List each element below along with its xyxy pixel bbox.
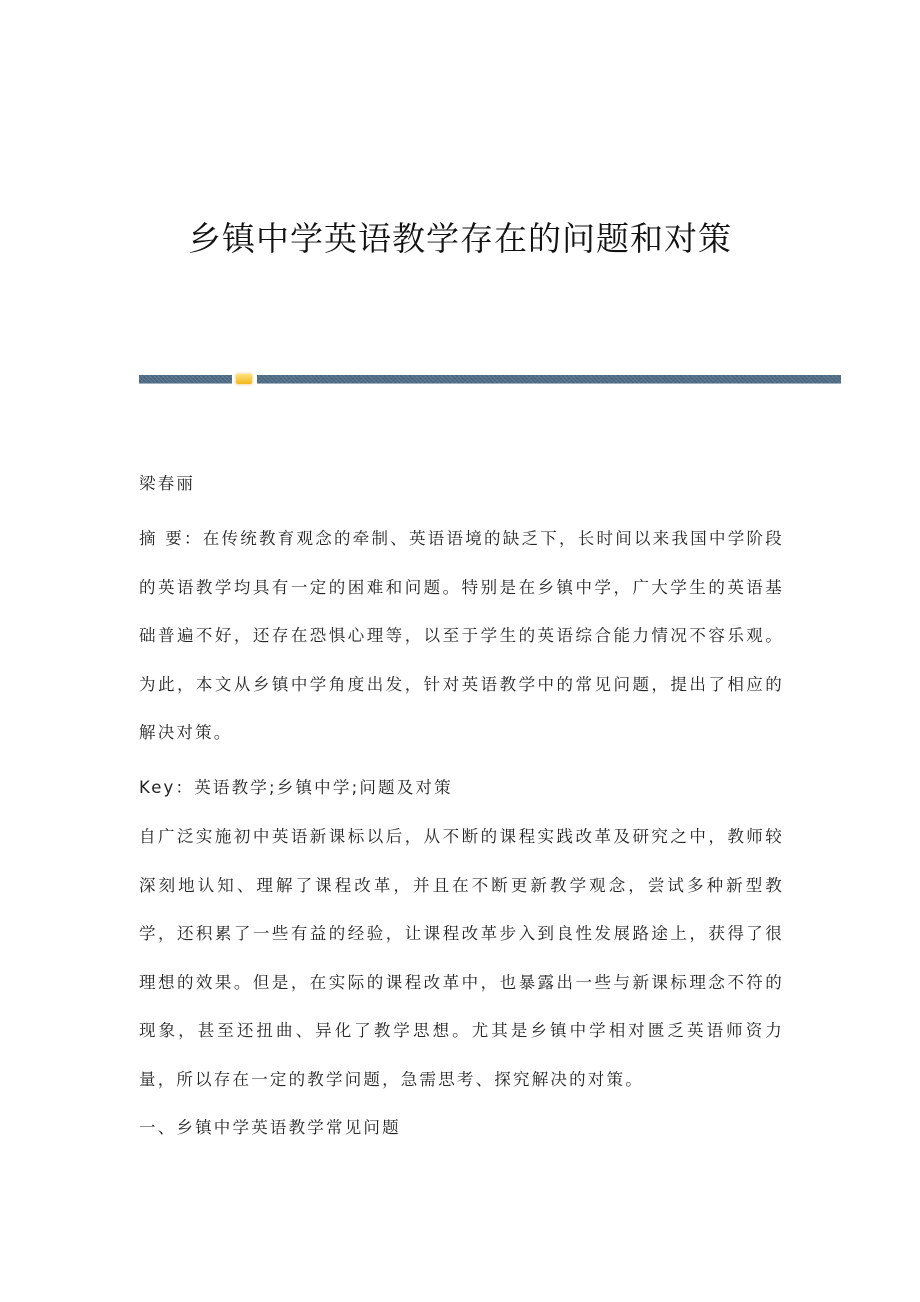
title-divider	[139, 375, 841, 384]
intro-paragraph: 自广泛实施初中英语新课标以后，从不断的课程实践改革及研究之中，教师较深刻地认知、理解了课程改革，并且在不断更新教学观念，尝试多种新型教学，还积累了一些有益的经验，让课程改革步入到良性发展路途上，获得了很理想的效果。但是，在实际的课程改革中，也暴露出一些与新课标理念不符的现象，甚至还扭曲、异化了教学思想。尤其是乡镇中学相对匮乏英语师资力量，所以存在一定的教学问题，急需思考、探究解决的对策。	[139, 827, 784, 1089]
author-name: 梁春丽	[139, 474, 196, 493]
document-title: 乡镇中学英语教学存在的问题和对策	[188, 219, 732, 258]
keywords-text: 英语教学;乡镇中学;问题及对策	[194, 778, 453, 797]
abstract-paragraph	[139, 515, 784, 758]
abstract-label: 摘 要：	[139, 529, 203, 548]
divider-bar-left	[139, 375, 232, 384]
divider-bar-right	[257, 375, 841, 384]
divider-ornament-icon	[236, 374, 252, 384]
keywords-label: Key：	[139, 778, 195, 797]
section-heading: 一、乡镇中学英语教学常见问题	[139, 1118, 401, 1137]
keywords-line	[139, 764, 784, 813]
abstract-text: 在传统教育观念的牵制、英语语境的缺乏下，长时间以来我国中学阶段的英语教学均具有一定的困难和问题。特别是在乡镇中学，广大学生的英语基础普遍不好，还存在恐惧心理等，以至于学生的英语综合能力情况不容乐观。为此，本文从乡镇中学角度出发，针对英语教学中的常见问题，提出了相应的解决对策。	[139, 529, 785, 743]
